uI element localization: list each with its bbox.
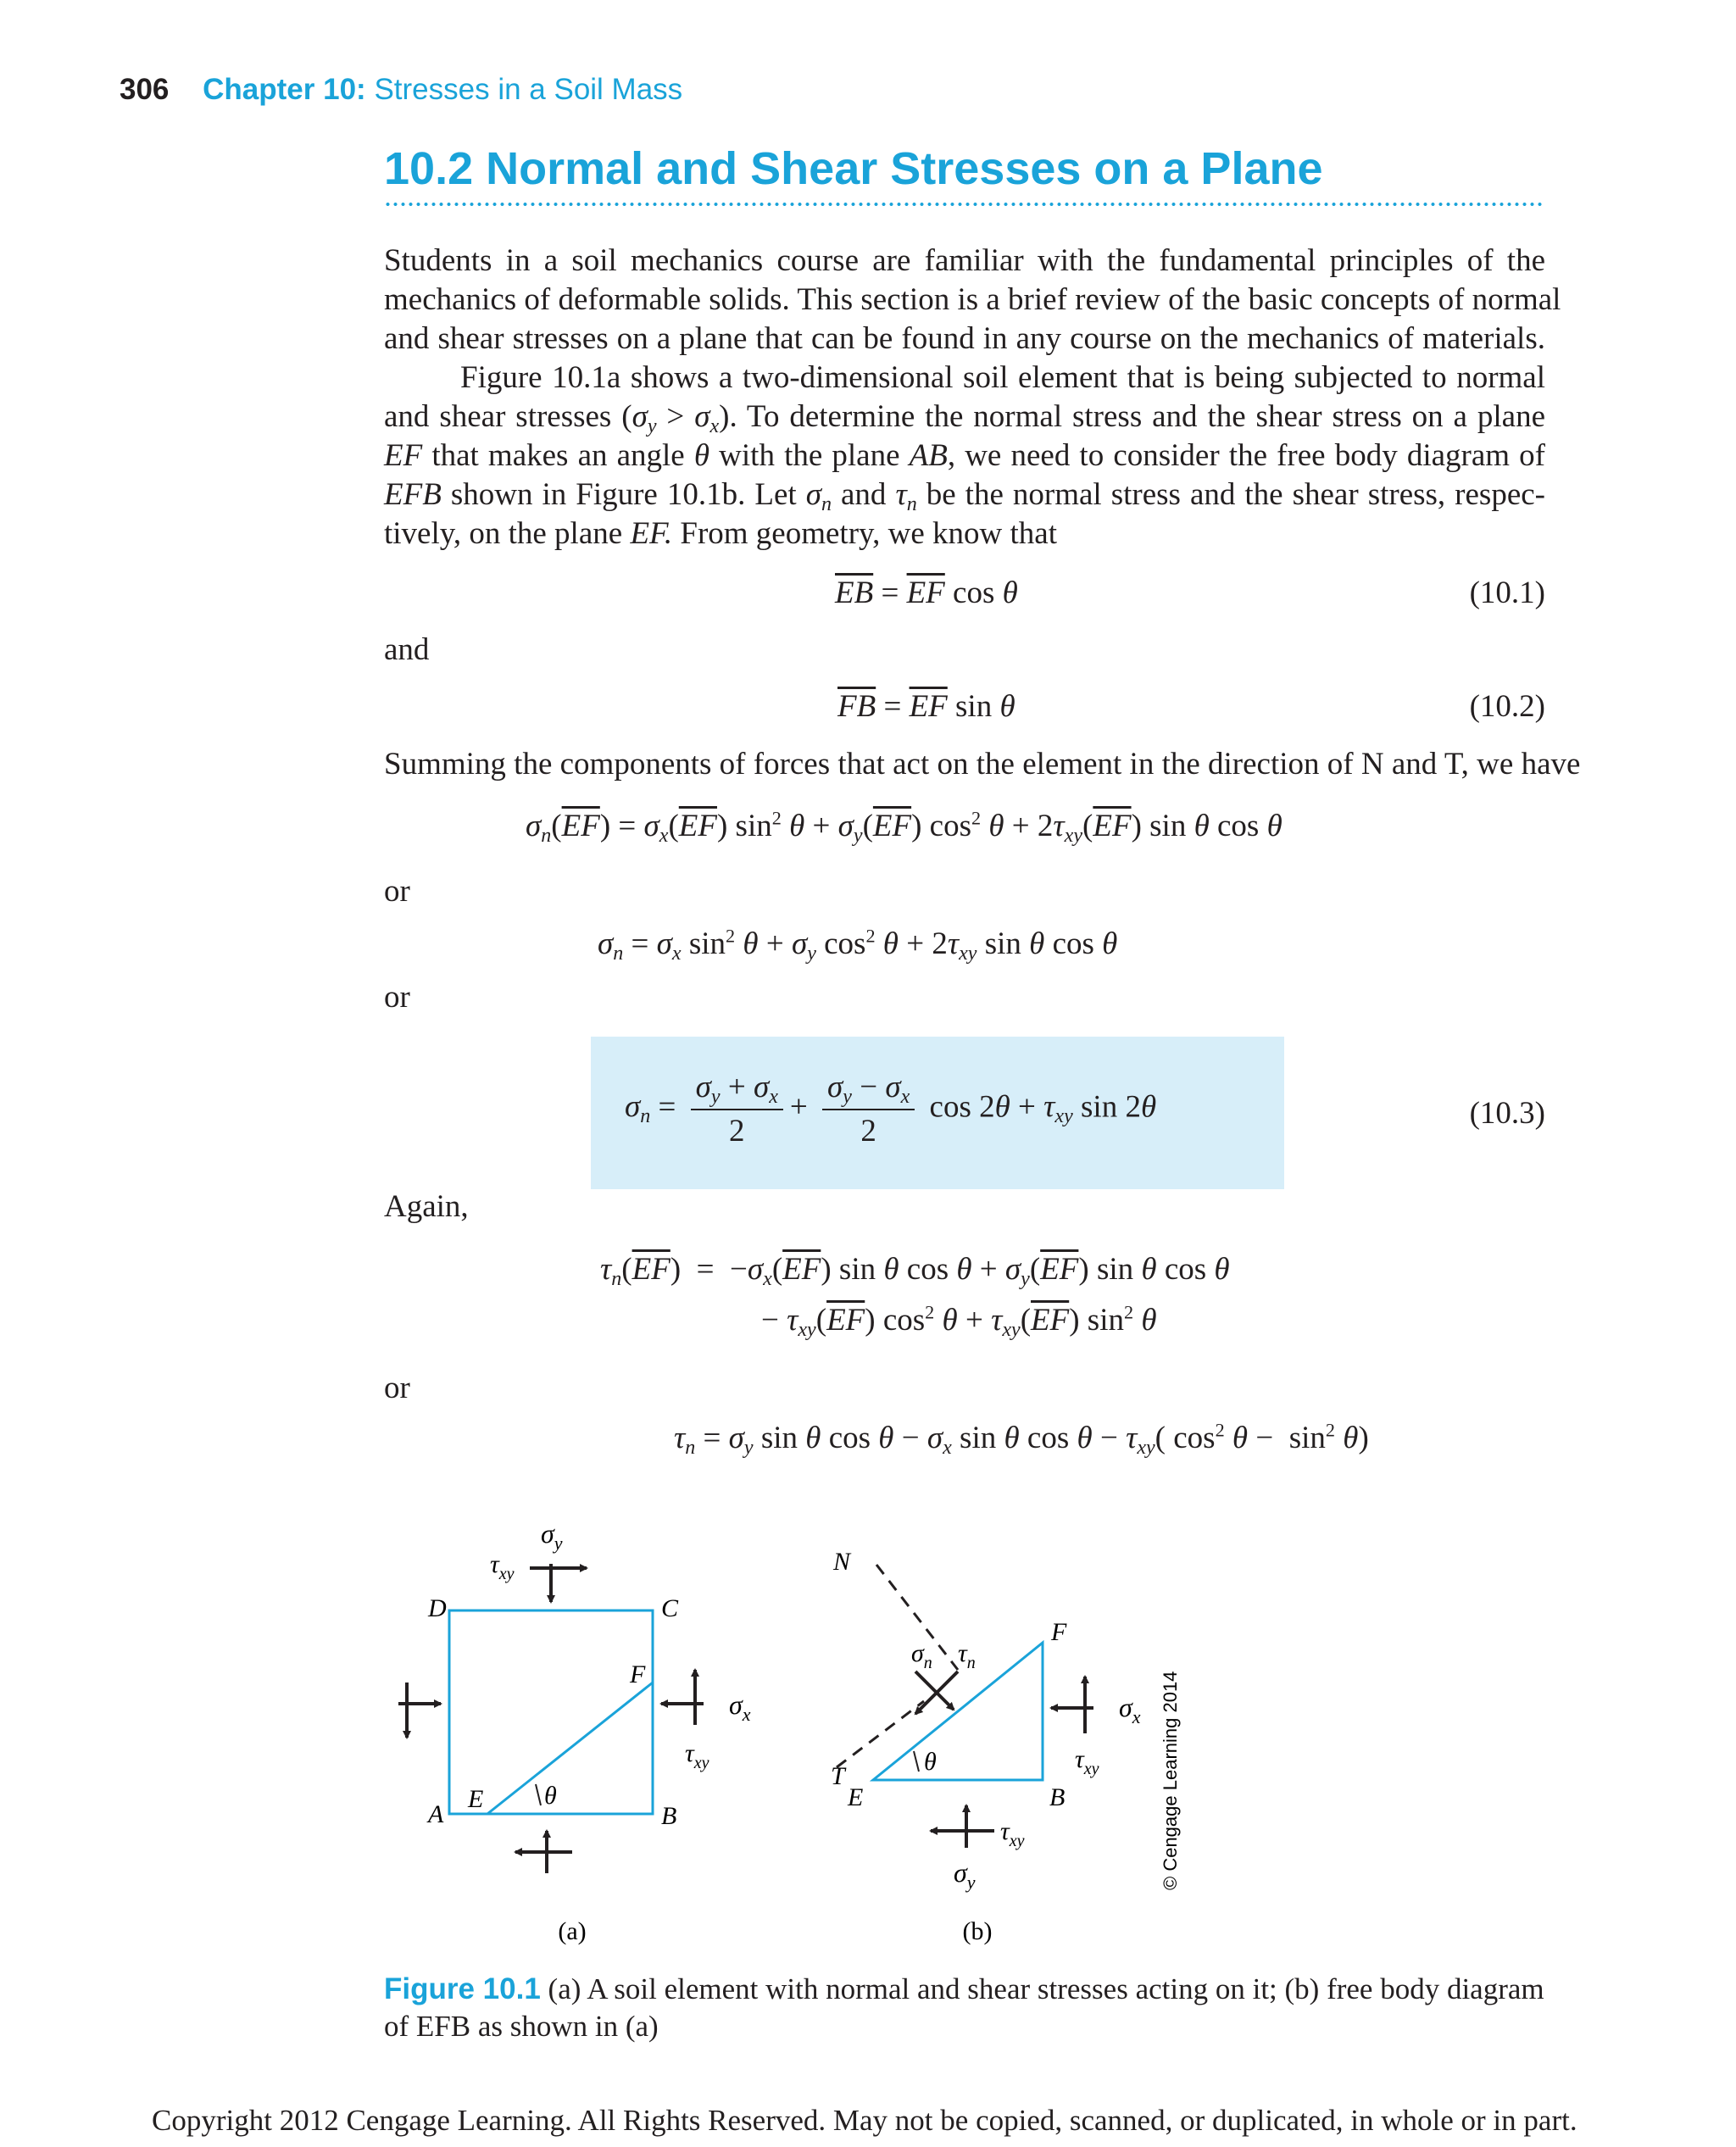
plane-ef-line [487,1683,653,1814]
text-line: EFB shown in Figure 10.1b. Let $\sigma_n$ and $\tau_n$ be the normal stress and the shear stress, respec- [384,477,1545,516]
svg-text:σx: $\sigma_x$ [729,1689,751,1725]
svg-text:θ: θ [924,1748,937,1776]
equation-number: (10.1) [1469,576,1545,610]
svg-text:A: A [428,1800,444,1828]
svg-text:σy: $\sigma_y$ [541,1518,563,1554]
svg-text:σy: $\sigma_y$ [954,1857,976,1893]
svg-text:N: N [833,1548,851,1576]
caption-text: of EFB as shown in (a) [384,2010,659,2043]
text-line: and shear stresses $(\sigma_y > \sigma_x)$. To determine the normal stress and the shear stress on a plane [384,399,1545,438]
svg-text:T: T [831,1762,845,1790]
text-line: and shear stresses on a plane that can be found in any course on the mechanics of materials. [384,321,1545,356]
equation-10-2: $\overline{FB} = \overline{EF}$ sin θ [837,689,1015,724]
svg-text:D: D [428,1594,447,1622]
equation-shear-force-sum-line2: − $\tau_{xy}(\overline{EF})$ $\cos^2 \theta + \tau_{xy}(\overline{EF})$ $\sin^2 \theta$ [761,1301,1157,1342]
text-line: mechanics of deformable solids. This section is a brief review of the basic concepts of normal [384,282,1561,317]
running-header [120,73,682,107]
svg-text:F: F [1051,1618,1067,1646]
svg-text:E: E [468,1785,484,1813]
svg-text:F: F [630,1660,646,1688]
panel-b-label: (b) [962,1917,993,1945]
svg-text:E: E [848,1783,864,1811]
equation-10-1: $\overline{EB} = \overline{EF}$ cos θ [835,576,1018,610]
svg-text:τxy: $\tau_{xy}$ [1075,1745,1099,1778]
word-or: or [384,1371,410,1405]
svg-text:C: C [661,1594,679,1622]
dotted-rule [384,202,1545,207]
svg-text:τn: $\tau_n$ [958,1639,976,1672]
paragraph-intro [384,242,1561,359]
svg-text:τxy: $\tau_{xy}$ [490,1550,515,1583]
word-or: or [384,874,410,909]
figure-label: Figure 10.1 [384,1972,541,2005]
equation-number: (10.3) [1469,1096,1545,1131]
caption-text: (a) A soil element with normal and shear stresses acting on it; (b) free body diagram [548,1972,1544,2005]
paragraph-figure-description [384,359,1545,553]
svg-text:B: B [1049,1783,1066,1811]
equation-shear-force-sum-line1: $\tau_n(\overline{EF}) = -\sigma_x(\overline{EF})$ sin θ $\cos \theta + \sigma_y(\overline{EF})$ sin θ cos θ [600,1252,1230,1291]
word-again: Again, [384,1189,469,1224]
equation-normal-force-sum: $\sigma_n(\overline{EF}) = \sigma_x(\overline{EF})$ $\sin^2 \theta + \sigma_y(\overline{EF})$ $\cos^2 \theta + 2\tau_{xy}(\overline{EF})$ sin θ cos θ [526,807,1283,848]
svg-text:σx: $\sigma_x$ [1119,1692,1141,1727]
svg-text:τxy: $\tau_{xy}$ [685,1739,709,1772]
section-title: 10.2 Normal and Shear Stresses on a Plane [384,143,1323,194]
chapter-title: Stresses in a Soil Mass [374,73,683,106]
figure-caption [384,1971,1545,2045]
copyright-footer: Copyright 2012 Cengage Learning. All Rights Reserved. May not be copied, scanned, or duplicated, in whole or in part. [152,2104,1577,2137]
word-and: and [384,632,430,667]
text-line: Students in a soil mechanics course are familiar with the fundamental principles of the [384,243,1545,278]
text-line: tively, on the plane EF. From geometry, we know that [384,516,1057,551]
equation-shear-stress: $\tau_n = \sigma_y$ sin θ $\cos \theta - \sigma_x$ sin θ $\cos \theta - \tau_{xy}$( $\cos^2 \theta - \sin^2 \theta$) [674,1419,1369,1460]
svg-text:σn: $\sigma_n$ [911,1639,932,1672]
chapter-label: Chapter 10: [203,73,366,106]
page-number: 306 [120,73,170,106]
equation-10-3: $\sigma_n$ = $\frac{\sigma_y + \sigma_x}{2}$ + $\frac{\sigma_y - \sigma_x}{2}$ $\cos 2\theta + \tau_{xy}$ sin 2θ [625,1066,1156,1153]
svg-text:B: B [661,1802,677,1830]
summing-sentence: Summing the components of forces that act on the element in the direction of N and T, we have [384,747,1581,781]
svg-text:θ: θ [544,1782,557,1810]
figure-10-1 [364,1492,1568,1966]
word-or: or [384,980,410,1015]
equation-normal-stress: $\sigma_n = \sigma_x$ $\sin^2 \theta + \sigma_y$ $\cos^2 \theta + 2\tau_{xy}$ sin θ cos θ [598,925,1118,965]
panel-a-label: (a) [558,1917,587,1945]
panel-a-diagram [398,1518,751,1873]
image-credit: © Cengage Learning 2014 [1160,1671,1181,1890]
panel-b-diagram [831,1548,1141,1893]
text-line: Figure 10.1a shows a two-dimensional soil element that is being subjected to normal [460,360,1545,395]
svg-text:τxy: $\tau_{xy}$ [1000,1817,1025,1850]
equation-number: (10.2) [1469,689,1545,724]
text-line: EF that makes an angle θ with the plane AB, we need to consider the free body diagram of [384,438,1546,473]
